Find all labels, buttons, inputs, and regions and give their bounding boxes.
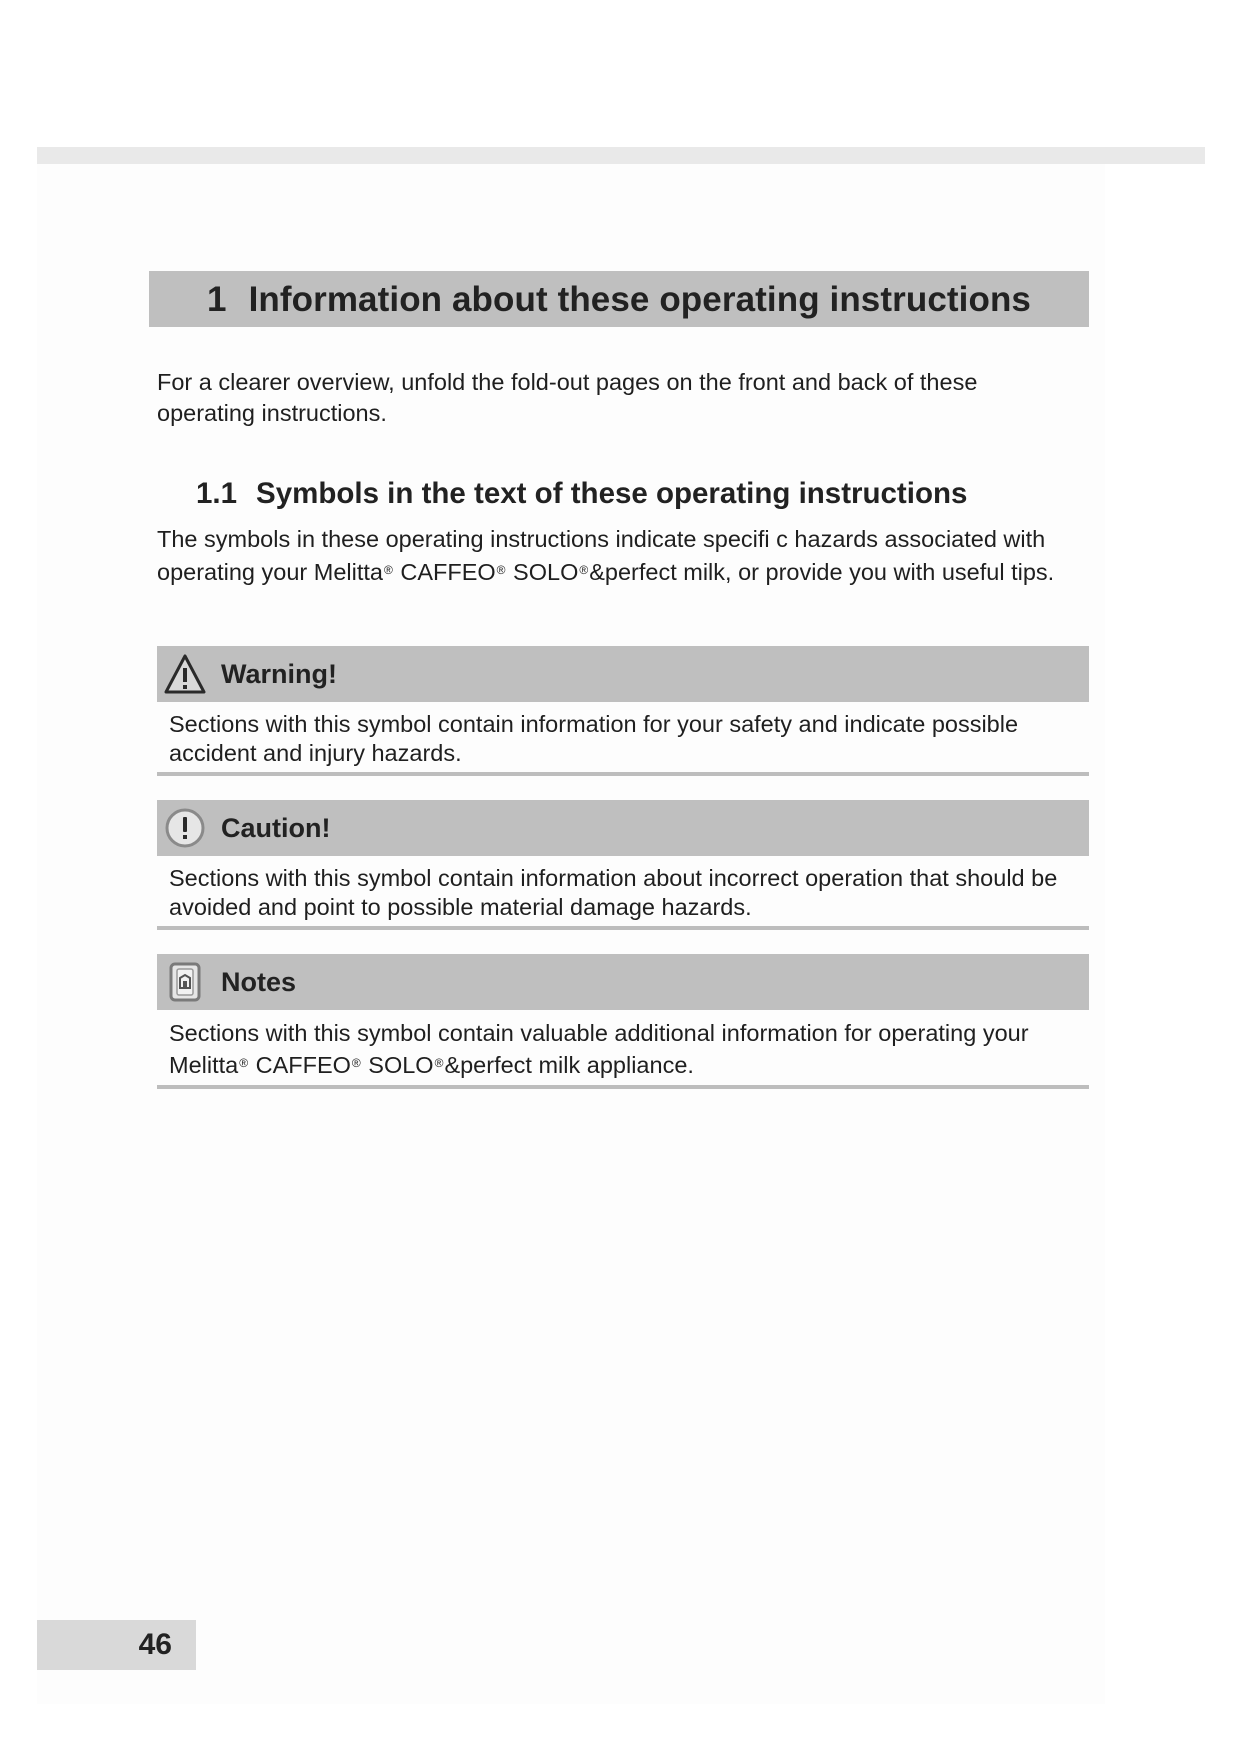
intro-paragraph: For a clearer overview, unfold the fold-out pages on the front and back of these operating instructions. bbox=[157, 369, 978, 426]
notes-text-3: SOLO bbox=[361, 1052, 434, 1078]
notes-box-header bbox=[157, 954, 1089, 1010]
chapter-title-text: Information about these operating instructions bbox=[248, 280, 1031, 319]
section-body-text-4: &perfect milk, or provide you with useful tips. bbox=[589, 558, 1055, 585]
caution-label: Caution! bbox=[221, 812, 331, 843]
notes-text-1: Sections with this symbol contain valuable additional information for operating your Melitta bbox=[169, 1020, 1029, 1078]
notes-text bbox=[157, 1010, 1089, 1085]
section-body-text-1: The symbols in these operating instructions indicate specifi c hazards associated with operating your Melitta bbox=[157, 526, 1046, 585]
warning-box bbox=[157, 646, 1089, 776]
notes-box-rule bbox=[157, 1085, 1089, 1089]
notes-label: Notes bbox=[221, 966, 297, 997]
notes-box bbox=[157, 954, 1089, 1089]
chapter-title bbox=[207, 280, 1031, 320]
notes-icon bbox=[163, 960, 207, 1004]
warning-label: Warning! bbox=[221, 658, 337, 689]
warning-box-rule bbox=[157, 772, 1089, 776]
page-number: 46 bbox=[37, 1620, 196, 1670]
registered-mark: ® bbox=[579, 562, 589, 577]
caution-text: Sections with this symbol contain information about incorrect operation that should be avoided and point to possible material damage hazards. bbox=[169, 865, 1058, 920]
section-title: Symbols in the text of these operating instructions bbox=[256, 477, 968, 510]
section-body-text-2: CAFFEO bbox=[393, 558, 496, 585]
caution-box-rule bbox=[157, 926, 1089, 930]
caution-box bbox=[157, 800, 1089, 930]
registered-mark: ® bbox=[239, 1056, 249, 1070]
section-heading bbox=[196, 477, 967, 511]
chapter-heading-bar bbox=[149, 271, 1089, 327]
notes-text-2: CAFFEO bbox=[249, 1052, 351, 1078]
section-number: 1.1 bbox=[196, 477, 238, 510]
section-body-text-3: SOLO bbox=[506, 558, 579, 585]
registered-mark: ® bbox=[383, 562, 393, 577]
section-body bbox=[157, 524, 1077, 587]
warning-text: Sections with this symbol contain information for your safety and indicate possible accident and injury hazards. bbox=[169, 711, 1019, 766]
registered-mark: ® bbox=[351, 1056, 361, 1070]
registered-mark: ® bbox=[496, 562, 506, 577]
notes-text-4: &perfect milk appliance. bbox=[444, 1052, 694, 1078]
warning-box-header bbox=[157, 646, 1089, 702]
top-band bbox=[37, 147, 1205, 164]
chapter-number: 1 bbox=[207, 280, 227, 319]
caution-box-header bbox=[157, 800, 1089, 856]
warning-triangle-icon bbox=[163, 652, 207, 696]
caution-exclamation-icon bbox=[163, 806, 207, 850]
registered-mark: ® bbox=[434, 1056, 444, 1070]
